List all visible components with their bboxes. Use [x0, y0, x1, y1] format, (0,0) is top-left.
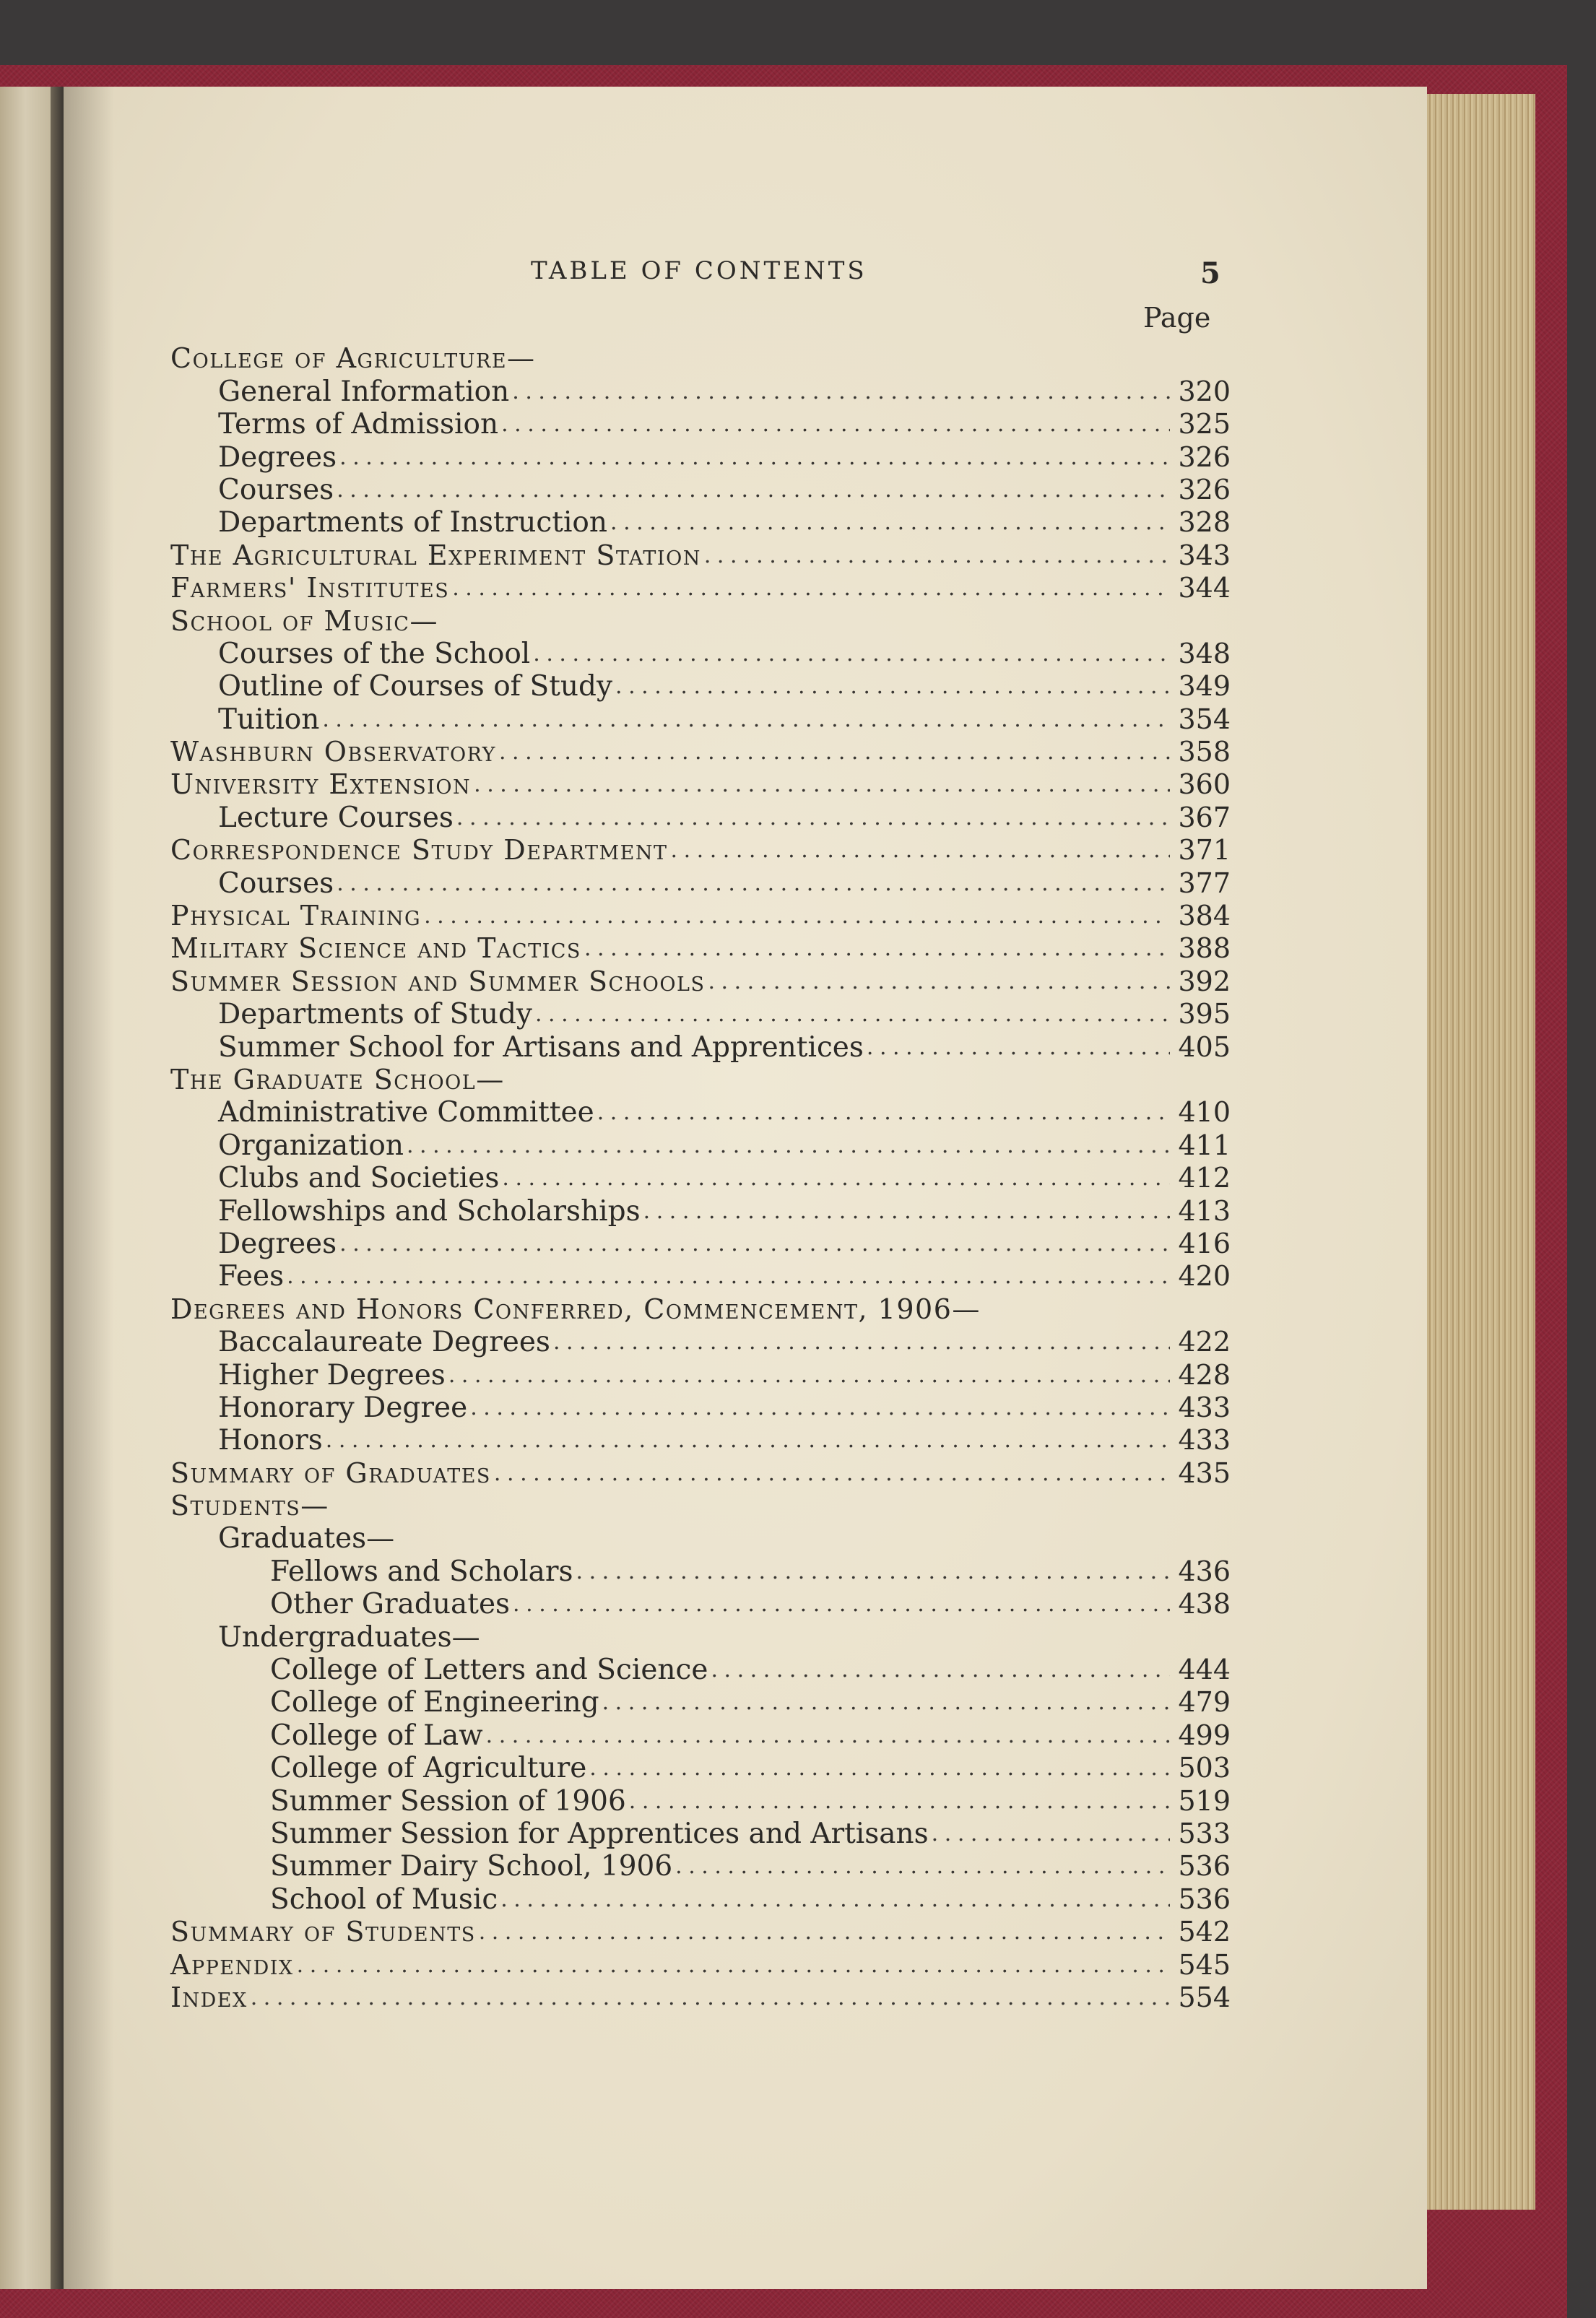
book-spine-shadow — [51, 87, 64, 2289]
toc-entry — [170, 408, 1231, 440]
toc-entry — [170, 932, 1231, 965]
toc-entry — [170, 1784, 1231, 1817]
toc-entry-label: Lecture Courses — [218, 801, 454, 834]
toc-entry — [170, 1948, 1231, 1981]
toc-entry-page: 328 — [1178, 506, 1231, 539]
running-head-title: TABLE OF CONTENTS — [531, 256, 867, 285]
toc-entry — [170, 1620, 1231, 1653]
toc-entry — [170, 703, 1231, 735]
toc-entry-label: School of Music— — [170, 604, 438, 637]
toc-entry-page: 411 — [1178, 1129, 1231, 1161]
dot-leader — [501, 408, 1170, 440]
toc-entry — [170, 342, 1231, 375]
toc-entry — [170, 1293, 1231, 1325]
toc-entry — [170, 1588, 1231, 1620]
toc-entry — [170, 1522, 1231, 1555]
toc-entry-label: Fees — [218, 1260, 285, 1293]
toc-entry — [170, 998, 1231, 1030]
toc-entry-page: 358 — [1178, 736, 1231, 768]
toc-entry-label: Clubs and Societies — [218, 1162, 500, 1195]
toc-entry — [170, 1228, 1231, 1260]
toc-entry-label: University Extension — [170, 768, 472, 801]
toc-entry-page: 554 — [1178, 1981, 1231, 2013]
dot-leader — [533, 638, 1170, 670]
toc-entry-label: Tuition — [218, 703, 320, 736]
toc-entry-page: 320 — [1178, 375, 1231, 407]
toc-entry — [170, 867, 1231, 899]
toc-entry — [170, 1457, 1231, 1489]
dot-leader — [337, 474, 1170, 506]
toc-entry-page: 422 — [1178, 1326, 1231, 1358]
toc-entry-label: Summer School for Artisans and Apprentices — [218, 1030, 864, 1064]
dot-leader — [615, 670, 1170, 703]
toc-entry-label: Degrees — [218, 440, 337, 474]
toc-entry-label: College of Agriculture — [270, 1752, 587, 1785]
toc-entry-label: College of Law — [270, 1719, 483, 1752]
toc-entry — [170, 670, 1231, 703]
toc-entry-page: 354 — [1178, 703, 1231, 735]
dot-leader — [589, 1752, 1170, 1784]
toc-entry-page: 326 — [1178, 473, 1231, 505]
page-number: 5 — [1200, 256, 1220, 290]
toc-entry-page: 420 — [1178, 1260, 1231, 1293]
dot-leader — [711, 1654, 1170, 1686]
toc-entry-label: Summary of Students — [170, 1916, 476, 1948]
toc-entry-label: Physical Training — [170, 900, 422, 932]
dot-leader — [513, 1588, 1170, 1620]
toc-entry-label: Graduates— — [218, 1522, 395, 1555]
dot-leader — [500, 1883, 1170, 1916]
toc-entry-page: 410 — [1178, 1096, 1231, 1129]
dot-leader — [456, 802, 1170, 834]
toc-entry — [170, 1719, 1231, 1751]
table-of-contents — [170, 342, 1231, 2014]
toc-entry-label: Students— — [170, 1490, 329, 1522]
toc-entry — [170, 801, 1231, 833]
toc-entry-page: 348 — [1178, 637, 1231, 669]
toc-entry — [170, 638, 1231, 670]
toc-entry — [170, 1424, 1231, 1457]
toc-entry — [170, 375, 1231, 407]
toc-entry-label: School of Music — [270, 1883, 498, 1916]
toc-entry — [170, 440, 1231, 473]
toc-entry-label: Courses — [218, 867, 334, 900]
toc-entry-page: 416 — [1178, 1227, 1231, 1259]
dot-leader — [704, 539, 1170, 572]
toc-entry — [170, 1490, 1231, 1522]
toc-entry-page: 428 — [1178, 1358, 1231, 1391]
dot-leader — [584, 932, 1170, 965]
toc-entry — [170, 965, 1231, 997]
toc-entry-label: Honors — [218, 1424, 323, 1457]
toc-entry — [170, 1392, 1231, 1424]
dot-leader — [407, 1129, 1170, 1162]
toc-entry — [170, 1358, 1231, 1391]
toc-entry-label: Summary of Graduates — [170, 1457, 491, 1489]
toc-entry — [170, 1686, 1231, 1719]
toc-entry — [170, 834, 1231, 867]
toc-entry-label: Degrees — [218, 1227, 337, 1260]
facing-page-edge — [0, 87, 51, 2289]
dot-leader — [424, 900, 1170, 932]
dot-leader — [339, 441, 1170, 474]
toc-entry-page: 444 — [1178, 1654, 1231, 1686]
dot-leader — [494, 1457, 1170, 1490]
toc-entry-page: 388 — [1178, 932, 1231, 965]
toc-entry — [170, 1129, 1231, 1161]
toc-entry — [170, 1916, 1231, 1948]
toc-entry — [170, 1752, 1231, 1784]
toc-entry — [170, 900, 1231, 932]
toc-entry-label: Degrees and Honors Conferred, Commencement, 1906— — [170, 1293, 981, 1325]
dot-leader — [675, 1850, 1170, 1883]
dot-leader — [479, 1916, 1170, 1948]
toc-entry — [170, 604, 1231, 637]
toc-entry — [170, 1981, 1231, 2014]
toc-entry-page: 545 — [1178, 1948, 1231, 1981]
dot-leader — [671, 834, 1171, 867]
toc-entry-page: 360 — [1178, 768, 1231, 801]
dot-leader — [553, 1326, 1170, 1358]
toc-entry-page: 412 — [1178, 1162, 1231, 1194]
toc-entry-label: Outline of Courses of Study — [218, 670, 613, 703]
toc-entry — [170, 1194, 1231, 1227]
toc-entry-label: Summer Session of 1906 — [270, 1784, 626, 1818]
toc-entry-label: Washburn Observatory — [170, 736, 496, 768]
toc-entry-page: 392 — [1178, 965, 1231, 997]
toc-entry-page: 542 — [1178, 1916, 1231, 1948]
toc-entry-page: 367 — [1178, 801, 1231, 833]
toc-entry-label: Undergraduates— — [218, 1620, 480, 1654]
toc-entry-label: Departments of Study — [218, 998, 532, 1031]
dot-leader — [597, 1096, 1170, 1129]
toc-entry-label: Index — [170, 1981, 248, 2013]
toc-entry-page: 536 — [1178, 1883, 1231, 1915]
toc-entry-page: 436 — [1178, 1555, 1231, 1587]
toc-entry-page: 326 — [1178, 440, 1231, 473]
toc-entry — [170, 736, 1231, 768]
toc-entry — [170, 1260, 1231, 1293]
toc-entry-page: 343 — [1178, 539, 1231, 571]
dot-leader — [322, 703, 1170, 736]
toc-entry-page: 371 — [1178, 834, 1231, 867]
toc-entry-label: Honorary Degree — [218, 1391, 468, 1424]
toc-entry-label: Higher Degrees — [218, 1358, 446, 1392]
dot-leader — [708, 965, 1170, 998]
toc-entry-page: 499 — [1178, 1719, 1231, 1751]
toc-entry — [170, 539, 1231, 571]
toc-entry-page: 395 — [1178, 998, 1231, 1030]
toc-entry — [170, 1883, 1231, 1915]
toc-entry-page: 405 — [1178, 1030, 1231, 1063]
toc-entry-page: 433 — [1178, 1391, 1231, 1423]
dot-leader — [576, 1555, 1171, 1588]
toc-entry-label: The Graduate School— — [170, 1063, 505, 1095]
toc-entry-label: Fellows and Scholars — [270, 1555, 573, 1588]
toc-entry-page: 344 — [1178, 572, 1231, 604]
toc-entry-label: College of Agriculture— — [170, 342, 536, 375]
dot-leader — [499, 736, 1170, 768]
toc-entry-page: 479 — [1178, 1686, 1231, 1719]
toc-entry-page: 377 — [1178, 867, 1231, 899]
toc-entry-label: Courses of the School — [218, 637, 531, 670]
toc-entry-page: 438 — [1178, 1588, 1231, 1620]
dot-leader — [486, 1719, 1170, 1752]
toc-entry — [170, 572, 1231, 604]
toc-entry — [170, 1850, 1231, 1883]
toc-entry-page: 519 — [1178, 1784, 1231, 1817]
toc-entry — [170, 1818, 1231, 1850]
dot-leader — [867, 1031, 1170, 1064]
dot-leader — [448, 1359, 1170, 1392]
toc-entry-page: 536 — [1178, 1850, 1231, 1883]
toc-entry-page: 325 — [1178, 408, 1231, 440]
toc-entry-label: Summer Dairy School, 1906 — [270, 1850, 673, 1883]
dot-leader — [339, 1228, 1170, 1260]
dot-leader — [643, 1195, 1170, 1228]
toc-entry — [170, 506, 1231, 539]
toc-entry-label: College of Letters and Science — [270, 1654, 708, 1687]
toc-entry-page: 503 — [1178, 1752, 1231, 1784]
toc-entry-label: Terms of Admission — [218, 408, 499, 441]
dot-leader — [452, 572, 1170, 604]
toc-entry-label: Summer Session and Summer Schools — [170, 965, 706, 997]
dot-leader — [470, 1392, 1170, 1424]
toc-entry — [170, 1030, 1231, 1063]
toc-entry — [170, 1064, 1231, 1096]
toc-entry — [170, 1326, 1231, 1358]
toc-entry-label: Farmers' Institutes — [170, 572, 450, 604]
toc-entry-label: Correspondence Study Department — [170, 834, 668, 867]
page-column-label: Page — [1143, 302, 1211, 334]
toc-entry-label: The Agricultural Experiment Station — [170, 539, 701, 571]
toc-entry-label: Courses — [218, 473, 334, 506]
toc-entry — [170, 1654, 1231, 1686]
toc-entry — [170, 1555, 1231, 1587]
dot-leader — [474, 768, 1170, 801]
dot-leader — [251, 1981, 1170, 2014]
dot-leader — [610, 506, 1170, 539]
toc-entry-label: Organization — [218, 1129, 404, 1162]
dot-leader — [337, 867, 1170, 900]
dot-leader — [629, 1785, 1170, 1818]
toc-entry — [170, 1162, 1231, 1194]
toc-entry-label: College of Engineering — [270, 1686, 599, 1719]
gutter-shadow — [64, 87, 114, 2289]
toc-entry — [170, 768, 1231, 801]
dot-leader — [326, 1424, 1170, 1457]
dot-leader — [535, 998, 1170, 1030]
toc-entry-page: 349 — [1178, 670, 1231, 703]
dot-leader — [502, 1162, 1170, 1194]
toc-entry-page: 413 — [1178, 1194, 1231, 1227]
dot-leader — [602, 1686, 1170, 1719]
toc-entry-label: Other Graduates — [270, 1588, 511, 1621]
toc-entry-label: Appendix — [170, 1948, 294, 1981]
dot-leader — [932, 1818, 1170, 1850]
toc-entry-label: Fellowships and Scholarships — [218, 1194, 641, 1228]
toc-entry-page: 435 — [1178, 1457, 1231, 1489]
toc-entry-page: 384 — [1178, 900, 1231, 932]
toc-entry-label: Military Science and Tactics — [170, 932, 581, 965]
toc-entry-label: Departments of Instruction — [218, 506, 608, 539]
toc-entry — [170, 474, 1231, 506]
toc-entry — [170, 1096, 1231, 1129]
page-block-edge — [1427, 94, 1535, 2210]
toc-entry-page: 533 — [1178, 1817, 1231, 1849]
toc-entry-label: Administrative Committee — [218, 1096, 594, 1129]
dot-leader — [297, 1949, 1170, 1981]
toc-entry-label: Summer Session for Apprentices and Artisans — [270, 1817, 929, 1850]
toc-entry-label: Baccalaureate Degrees — [218, 1326, 550, 1359]
toc-entry-page: 433 — [1178, 1424, 1231, 1457]
dot-leader — [512, 376, 1170, 408]
toc-entry-label: General Information — [218, 375, 510, 408]
dot-leader — [287, 1260, 1170, 1293]
